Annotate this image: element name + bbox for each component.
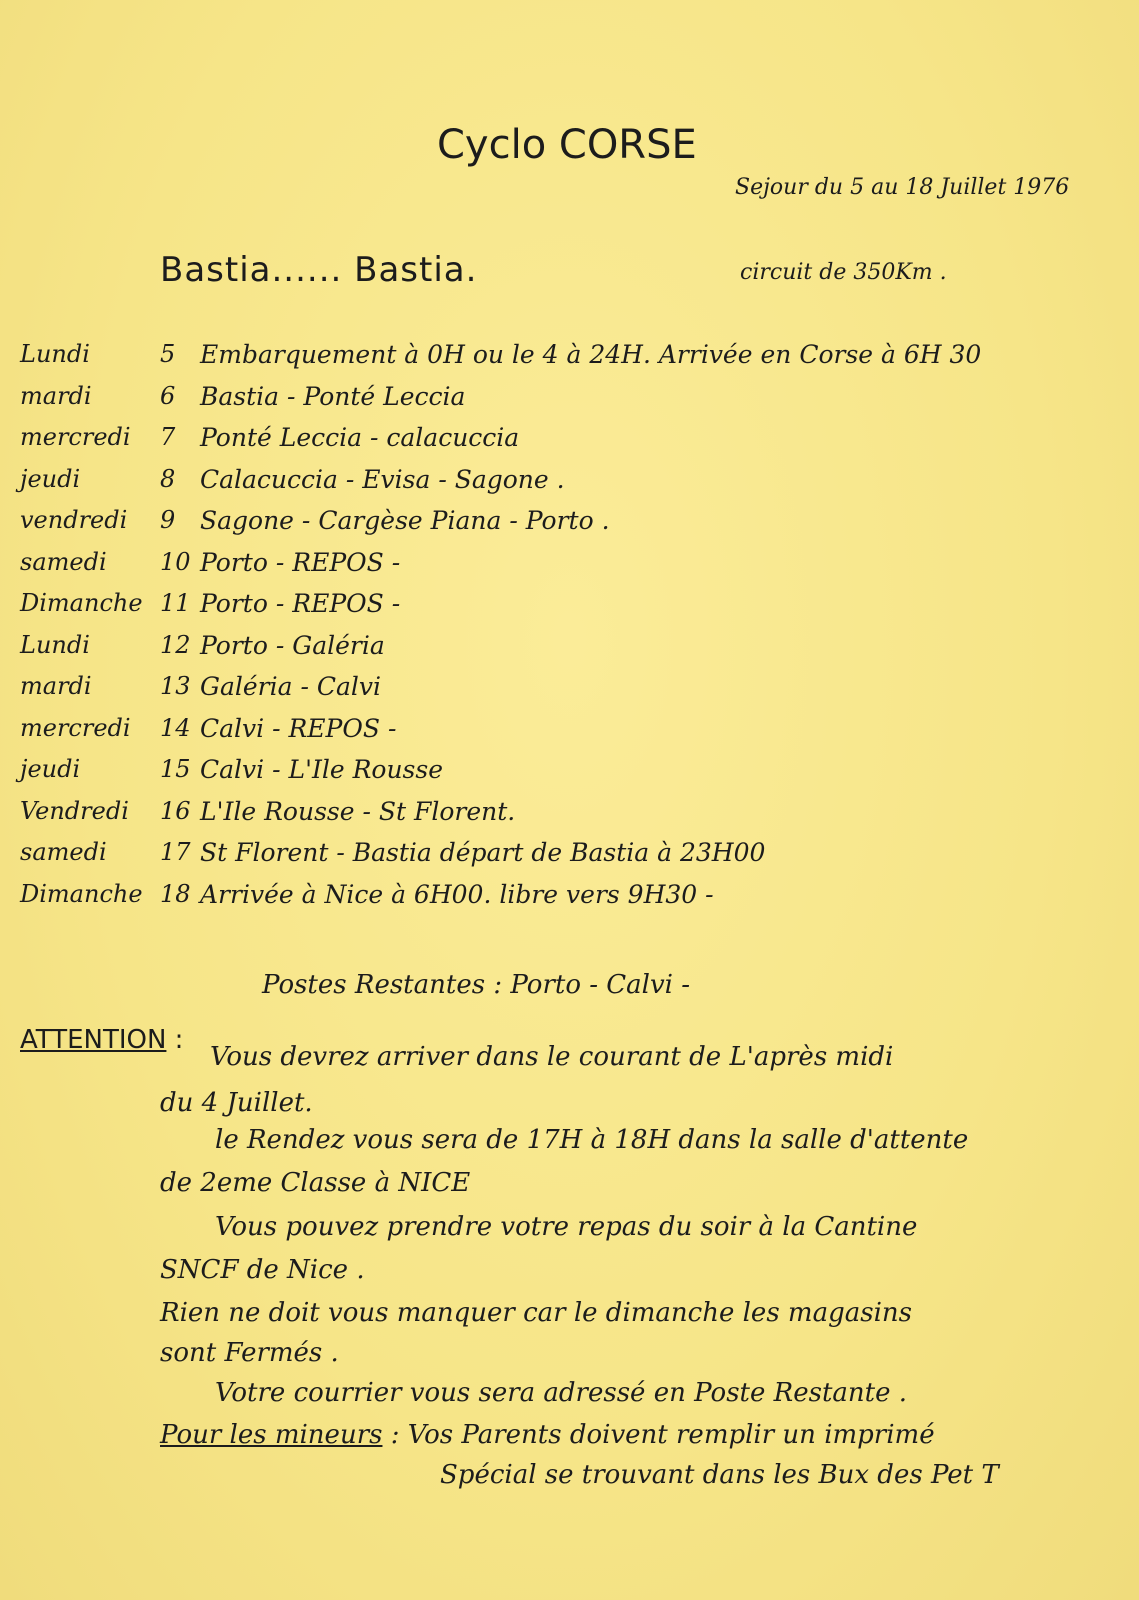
schedule-date: 5 (160, 340, 176, 368)
schedule-day: mardi (20, 381, 92, 410)
body-line: SNCF de Nice . (160, 1255, 365, 1285)
schedule-date: 17 (160, 838, 191, 866)
body-line: Vous pouvez prendre votre repas du soir à la Cantine (215, 1212, 918, 1242)
schedule-row (20, 797, 1100, 839)
minors-label: Pour les mineurs (160, 1420, 383, 1450)
schedule-day: Lundi (20, 340, 90, 368)
schedule-date: 15 (160, 755, 191, 783)
schedule-stage: L'Ile Rousse - St Florent. (200, 796, 516, 826)
schedule-date: 12 (160, 630, 191, 659)
schedule-day: Dimanche (20, 879, 143, 908)
schedule-stage: Porto - Galéria (200, 630, 385, 660)
body-line: sont Fermés . (160, 1338, 339, 1368)
schedule-date: 11 (160, 589, 191, 617)
schedule-stage: Calacuccia - Evisa - Sagone . (200, 464, 565, 494)
attention-heading: ATTENTION : (20, 1025, 184, 1055)
schedule-row (20, 755, 1100, 797)
schedule-row (20, 880, 1100, 922)
schedule-row (20, 838, 1100, 880)
schedule-day: Lundi (20, 630, 90, 659)
schedule-row (20, 340, 1100, 382)
page-title: Cyclo CORSE (437, 122, 697, 168)
schedule-stage: Porto - REPOS - (200, 547, 401, 577)
schedule-stage: St Florent - Bastia départ de Bastia à 23H00 (200, 838, 766, 867)
schedule-date: 6 (160, 381, 176, 410)
schedule-stage: Embarquement à 0H ou le 4 à 24H. Arrivée en Corse à 6H 30 (200, 340, 982, 369)
schedule-date: 13 (160, 672, 191, 700)
minors-text: : Vos Parents doivent remplir un imprimé (390, 1420, 935, 1450)
schedule-day: jeudi (20, 755, 81, 783)
schedule-stage: Galéria - Calvi (200, 672, 382, 701)
schedule-date: 10 (160, 547, 191, 576)
body-line: du 4 Juillet. (160, 1088, 313, 1118)
schedule-row (20, 506, 1100, 548)
schedule-stage: Arrivée à Nice à 6H00. libre vers 9H30 - (200, 879, 714, 909)
schedule-row (20, 423, 1100, 465)
schedule-day: mardi (20, 672, 92, 700)
schedule-day: mercredi (20, 713, 131, 742)
schedule-day: mercredi (20, 423, 131, 451)
body-line: Spécial se trouvant dans les Bux des Pet T (440, 1460, 999, 1490)
schedule-row (20, 672, 1100, 714)
schedule-row (20, 714, 1100, 756)
schedule-date: 8 (160, 464, 176, 493)
schedule-date: 9 (160, 506, 176, 534)
schedule-stage: Calvi - L'Ile Rousse (200, 755, 444, 784)
schedule-date: 16 (160, 796, 191, 825)
schedule-row (20, 382, 1100, 424)
attention-label: ATTENTION (20, 1025, 167, 1055)
schedule-row (20, 548, 1100, 590)
schedule-row (20, 631, 1100, 673)
circuit-length: circuit de 350Km . (740, 260, 947, 285)
minors-line (160, 1420, 935, 1450)
stay-dates: Sejour du 5 au 18 Juillet 1976 (735, 175, 1070, 200)
poste-restante-line: Postes Restantes : Porto - Calvi - (262, 970, 691, 1000)
schedule-row (20, 465, 1100, 507)
schedule-day: jeudi (20, 464, 81, 493)
schedule-stage: Ponté Leccia - calacuccia (200, 423, 520, 452)
schedule-stage: Calvi - REPOS - (200, 713, 397, 743)
schedule-date: 18 (160, 879, 191, 908)
body-line: le Rendez vous sera de 17H à 18H dans la salle d'attente (215, 1125, 969, 1155)
body-line: Vous devrez arriver dans le courant de L'après midi (210, 1042, 894, 1072)
schedule-day: vendredi (20, 506, 128, 534)
schedule-stage: Bastia - Ponté Leccia (200, 381, 466, 411)
body-line: de 2eme Classe à NICE (160, 1168, 471, 1198)
schedule-date: 7 (160, 423, 176, 451)
schedule-date: 14 (160, 713, 191, 742)
route-title: Bastia...... Bastia. (160, 250, 478, 290)
schedule-stage: Porto - REPOS - (200, 589, 401, 618)
schedule-day: Vendredi (20, 796, 129, 825)
schedule-row (20, 589, 1100, 631)
schedule-stage: Sagone - Cargèse Piana - Porto . (200, 506, 610, 535)
body-line: Rien ne doit vous manquer car le dimanche les magasins (160, 1298, 912, 1328)
body-line: Votre courrier vous sera adressé en Poste Restante . (215, 1378, 907, 1408)
schedule-day: samedi (20, 547, 107, 576)
schedule-list (20, 340, 1100, 921)
schedule-day: Dimanche (20, 589, 143, 617)
schedule-day: samedi (20, 838, 107, 866)
